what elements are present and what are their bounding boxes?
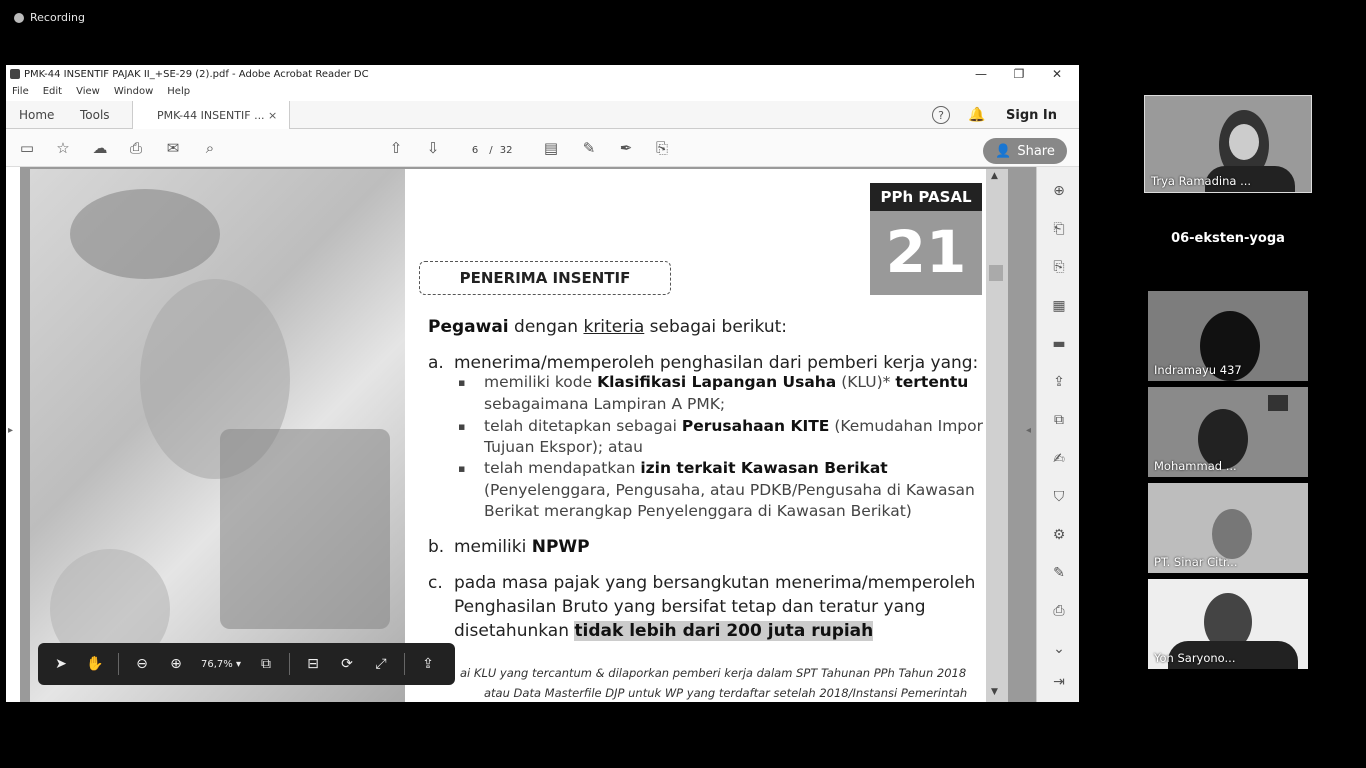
right-panel-toggle-icon[interactable]: ◂ [1026,425,1032,436]
tab-home[interactable]: Home [19,108,55,122]
bullet-3-line1: telah mendapatkan izin terkait Kawasan Berikat [484,459,888,477]
chevron-down-icon[interactable]: ⌄ [1053,641,1065,657]
menu-view[interactable]: View [76,85,100,97]
item-c-label: c. [428,573,443,593]
print-icon[interactable]: ⎙ [129,139,142,157]
divider [118,653,119,675]
sign-in-button[interactable]: Sign In [1006,107,1057,123]
tab-document[interactable] [132,101,290,129]
pdf-page [30,169,986,702]
acrobat-app-icon [10,69,20,79]
item-a-text: menerima/memperoleh penghasilan dari pemberi kerja yang: [454,353,979,373]
pph-pasal-number: 21 [885,218,967,286]
section-heading: PENERIMA INSENTIF [419,261,671,295]
pen-icon[interactable]: ✎ [582,139,596,157]
recording-label: Recording [30,11,86,24]
zoom-dropdown-icon: ▾ [235,658,241,670]
page-down-icon[interactable]: ⇩ [426,139,440,157]
participant-name: Yon Saryono... [1154,651,1236,665]
page-number-input[interactable]: 6 [471,145,479,156]
footnote-line2: atau Data Masterfile DJP untuk WP yang terdaftar setelah 2018/Instansi Pemerintah [484,686,968,700]
participant-video-4[interactable] [1148,579,1308,669]
stamp-icon[interactable]: ⎘ [655,139,668,157]
comment-sidebar-icon[interactable]: ▬ [1052,336,1066,352]
sign-icon[interactable]: ✒ [619,139,633,157]
item-c-line1: pada masa pajak yang bersangkutan menerima/memperoleh [454,573,976,593]
protect-shield-icon[interactable]: ⛉ [1053,489,1065,505]
rotate-icon[interactable]: ⟳ [341,656,353,672]
item-c-line3: disetahunkan tidak lebih dari 200 juta rupiah [454,621,874,641]
collapse-sidebar-icon[interactable]: ⇥ [1053,674,1065,690]
divider [289,653,290,675]
upload-cloud-icon[interactable]: ☁ [92,139,108,157]
floating-page-toolbar [38,643,455,685]
scroll-up-icon[interactable]: ▲ [991,171,998,181]
item-b-text: memiliki NPWP [454,537,590,557]
scroll-down-icon[interactable]: ▼ [991,687,998,697]
maximize-button[interactable]: ❐ [1013,67,1025,81]
fullscreen-icon[interactable]: ⤢ [375,656,387,672]
organize-pages-icon[interactable]: ▦ [1052,298,1066,314]
zoom-icon[interactable]: ⊕ [1053,183,1065,199]
bullet-2-line1: telah ditetapkan sebagai Perusahaan KITE (Kemudahan Impor [484,417,983,435]
create-pdf-icon[interactable]: ⎘ [1053,259,1065,275]
request-sign-icon[interactable]: ⚙ [1052,527,1066,543]
bullet-3-icon: ▪ [458,462,466,475]
share-button[interactable] [983,138,1067,164]
comment-icon[interactable]: ▤ [543,139,559,157]
bullet-2-line2: Tujuan Ekspor); atau [484,438,643,456]
help-icon[interactable]: ? [932,106,950,124]
menu-edit[interactable]: Edit [42,85,63,97]
main-toolbar [6,129,1079,167]
page-separator: / [489,145,493,156]
edit-pen-icon[interactable]: ✎ [1053,565,1065,581]
footnote [460,663,967,702]
fit-page-icon[interactable]: ⊟ [307,656,319,672]
record-icon [14,13,24,23]
bookmark-star-icon[interactable]: ☆ [56,139,70,157]
bullet-2-icon: ▪ [458,420,466,433]
title-bar [6,65,1079,83]
highlighted-text: tidak lebih dari 200 juta rupiah [574,621,874,641]
page-total: 32 [499,145,513,156]
bullet-3-line3: Berikat merangkap Penyelenggara di Kawasan Berikat) [484,502,912,520]
download-icon[interactable]: ⇪ [422,656,434,672]
zoom-level[interactable]: 76,7% ▾ [201,658,241,670]
more-tools-icon[interactable]: ⎙ [1053,603,1065,619]
page-indicator [464,145,512,156]
participant-video-1[interactable] [1148,291,1308,381]
acrobat-window [6,65,1079,702]
pph-pasal-badge [870,183,982,295]
participant-name: PT. Sinar Citr... [1154,555,1238,569]
participant-video-3[interactable] [1148,483,1308,573]
participant-video-2[interactable] [1148,387,1308,477]
send-file-icon[interactable]: ⇪ [1053,374,1065,390]
save-icon[interactable]: ▭ [19,139,35,157]
zoom-out-icon[interactable]: ⊖ [136,656,148,672]
bullet-1-line2: sebagaimana Lampiran A PMK; [484,395,726,413]
participant-name: Trya Ramadina ... [1151,174,1252,188]
page-up-icon[interactable]: ⇧ [389,139,403,157]
search-icon[interactable]: ⌕ [205,139,215,157]
tab-tools[interactable]: Tools [80,108,110,122]
divider [404,653,405,675]
scroll-thumb[interactable] [989,265,1003,281]
meeting-name: 06-eksten-yoga [1171,231,1285,246]
window-title: PMK-44 INSENTIF PAJAK II_+SE-29 (2).pdf - Adobe Acrobat Reader DC [24,68,369,80]
tab-bar [6,101,1079,129]
bullet-3-line2: (Penyelenggara, Pengusaha, atau PDKB/Pengusaha di Kawasan [484,481,975,499]
vertical-scrollbar[interactable] [986,169,1008,702]
menu-bar [6,83,1079,99]
fill-sign-icon[interactable]: ✍ [1053,451,1065,467]
menu-help[interactable]: Help [167,85,191,97]
menu-window[interactable]: Window [113,85,154,97]
zoom-in-icon[interactable]: ⊕ [170,656,182,672]
combine-files-icon[interactable]: ⧉ [1054,412,1064,428]
page-copy-icon[interactable]: ⧉ [261,656,271,672]
participant-name: Indramayu 437 [1154,363,1242,377]
left-panel-toggle-icon[interactable]: ▸ [8,425,14,436]
participant-name: Mohammad ... [1154,459,1237,473]
tab-close-icon[interactable]: × [268,109,278,122]
notification-bell-icon[interactable]: 🔔 [968,107,986,123]
pph-pasal-label: PPh PASAL [870,183,982,211]
factory-worker-photo [30,169,405,702]
select-cursor-icon[interactable]: ➤ [55,656,67,672]
item-a-label: a. [428,353,444,373]
item-b-label: b. [428,537,445,557]
share-user-icon: 👤 [995,143,1012,159]
tools-sidebar [1036,167,1079,702]
bullet-1-icon: ▪ [458,376,466,389]
intro-line: Pegawai dengan kriteria sebagai berikut: [428,317,787,337]
footnote-line1: ai KLU yang tercantum & dilaporkan pemberi kerja dalam SPT Tahunan PPh Tahun 2018 [460,666,967,680]
export-pdf-icon[interactable]: ⎗ [1053,221,1065,237]
recording-indicator [14,11,85,24]
share-label: Share [1017,143,1055,159]
featured-participant-video[interactable] [1144,95,1312,193]
menu-file[interactable]: File [12,85,29,97]
item-c-line2: Penghasilan Bruto yang bersifat tetap dan teratur yang [454,597,926,617]
minimize-button[interactable]: — [975,67,987,81]
hand-tool-icon[interactable]: ✋ [86,656,104,672]
email-icon[interactable]: ✉ [166,139,180,157]
tab-document-label: PMK-44 INSENTIF ... [157,108,265,122]
close-window-button[interactable]: ✕ [1051,67,1063,81]
bullet-1-line1: memiliki kode Klasifikasi Lapangan Usaha (KLU)* tertentu [484,373,969,391]
